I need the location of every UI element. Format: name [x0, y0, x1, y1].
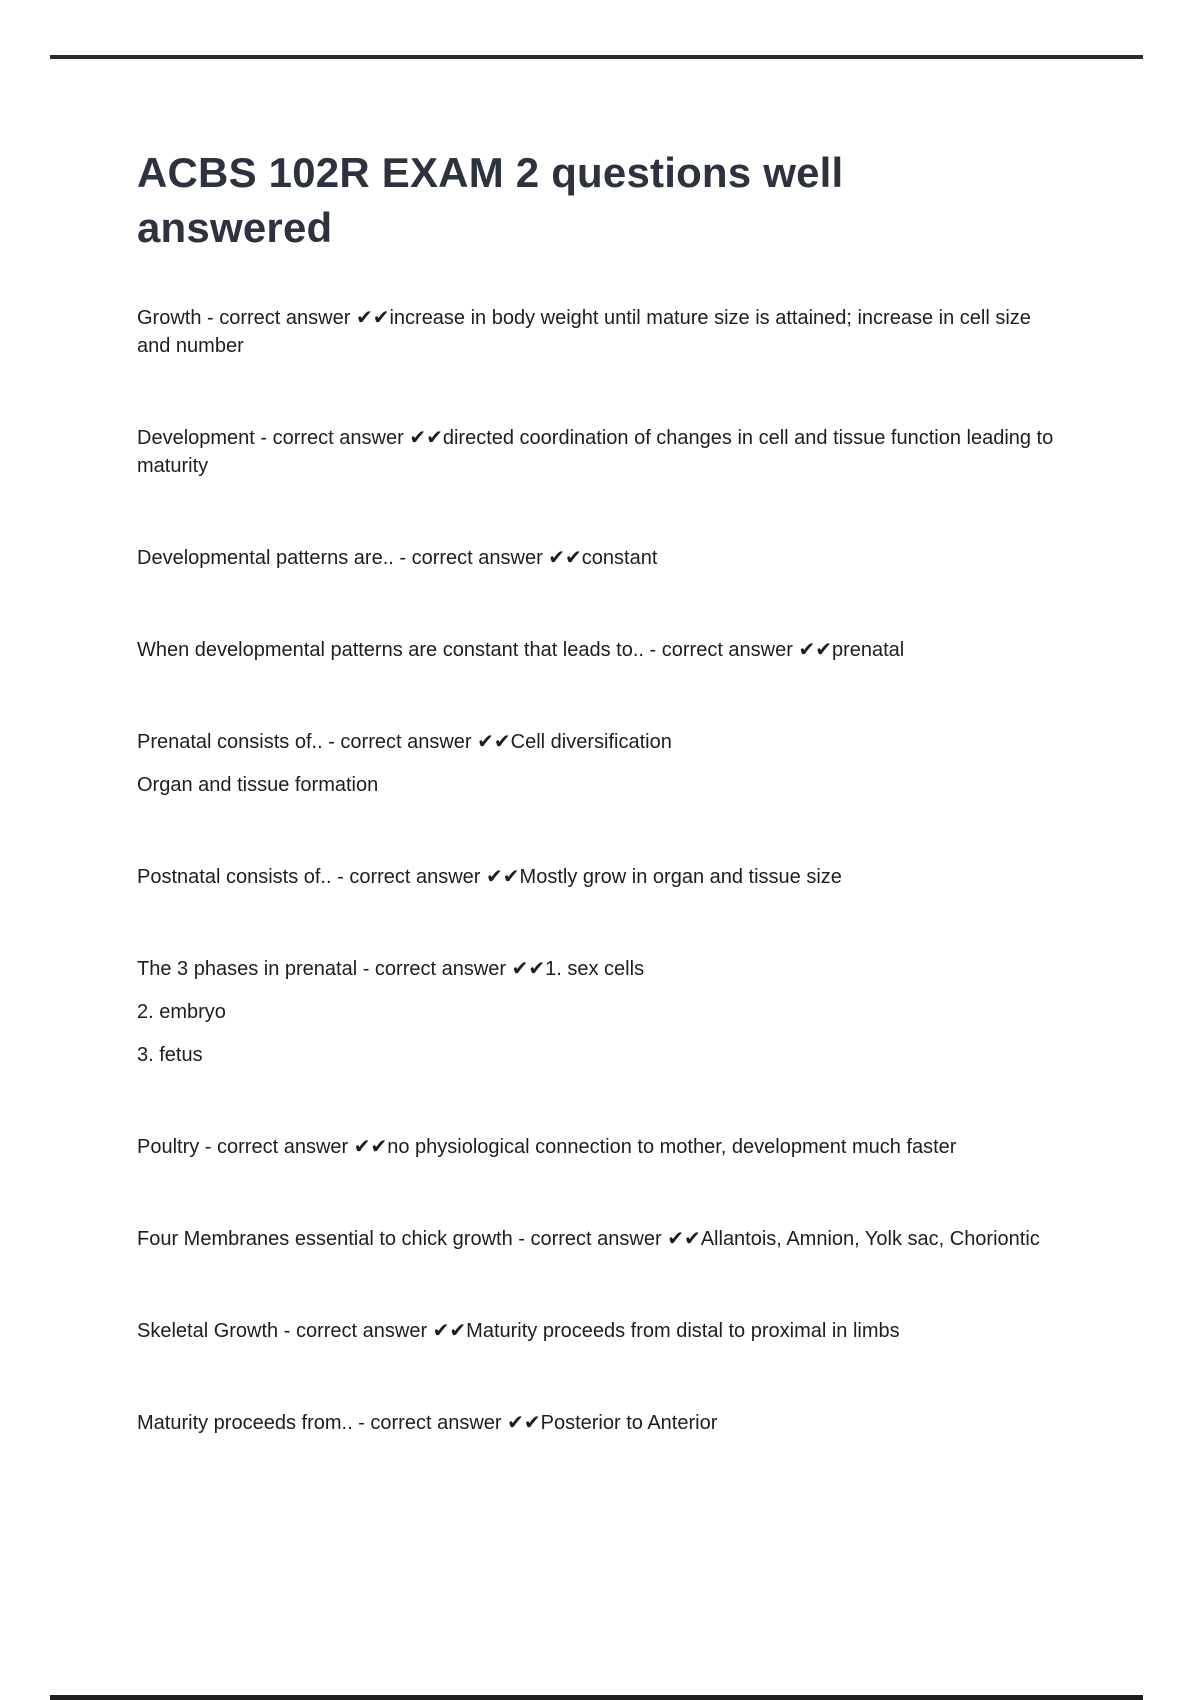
qa-block [137, 955, 1067, 1069]
qa-paragraph: Maturity proceeds from.. - correct answer ✔✔Posterior to Anterior [137, 1412, 718, 1434]
page-title: ACBS 102R EXAM 2 questions well answered [137, 149, 844, 251]
qa-block [137, 728, 1067, 799]
qa-paragraph: 2. embryo [137, 1001, 226, 1023]
qa-paragraph: The 3 phases in prenatal - correct answer ✔✔1. sex cells [137, 958, 645, 980]
qa-list [137, 304, 1067, 1437]
qa-block [137, 1317, 1067, 1345]
qa-paragraph: Development - correct answer ✔✔directed coordination of changes in cell and tissue function leading to maturity [137, 427, 1054, 477]
qa-paragraph: Growth - correct answer ✔✔increase in body weight until mature size is attained; increase in cell size and number [137, 307, 1031, 357]
qa-block [137, 636, 1067, 664]
qa-block [137, 1133, 1067, 1161]
qa-block [137, 424, 1067, 480]
qa-block [137, 1225, 1067, 1253]
page-content [137, 145, 1067, 1437]
qa-block [137, 544, 1067, 572]
qa-paragraph: Four Membranes essential to chick growth - correct answer ✔✔Allantois, Amnion, Yolk sac, Choriontic [137, 1228, 1040, 1250]
qa-paragraph: 3. fetus [137, 1044, 203, 1066]
qa-block [137, 304, 1067, 360]
qa-paragraph: Poultry - correct answer ✔✔no physiological connection to mother, development much faster [137, 1136, 957, 1158]
qa-paragraph: Developmental patterns are.. - correct answer ✔✔constant [137, 547, 658, 569]
qa-paragraph: Prenatal consists of.. - correct answer ✔✔Cell diversification [137, 731, 672, 753]
header-rule [50, 55, 1143, 59]
qa-block [137, 863, 1067, 891]
qa-paragraph: Skeletal Growth - correct answer ✔✔Maturity proceeds from distal to proximal in limbs [137, 1320, 900, 1342]
qa-block [137, 1409, 1067, 1437]
qa-paragraph: Organ and tissue formation [137, 774, 379, 796]
qa-paragraph: Postnatal consists of.. - correct answer ✔✔Mostly grow in organ and tissue size [137, 866, 842, 888]
footer-rule [50, 1695, 1143, 1700]
qa-paragraph: When developmental patterns are constant that leads to.. - correct answer ✔✔prenatal [137, 639, 905, 661]
